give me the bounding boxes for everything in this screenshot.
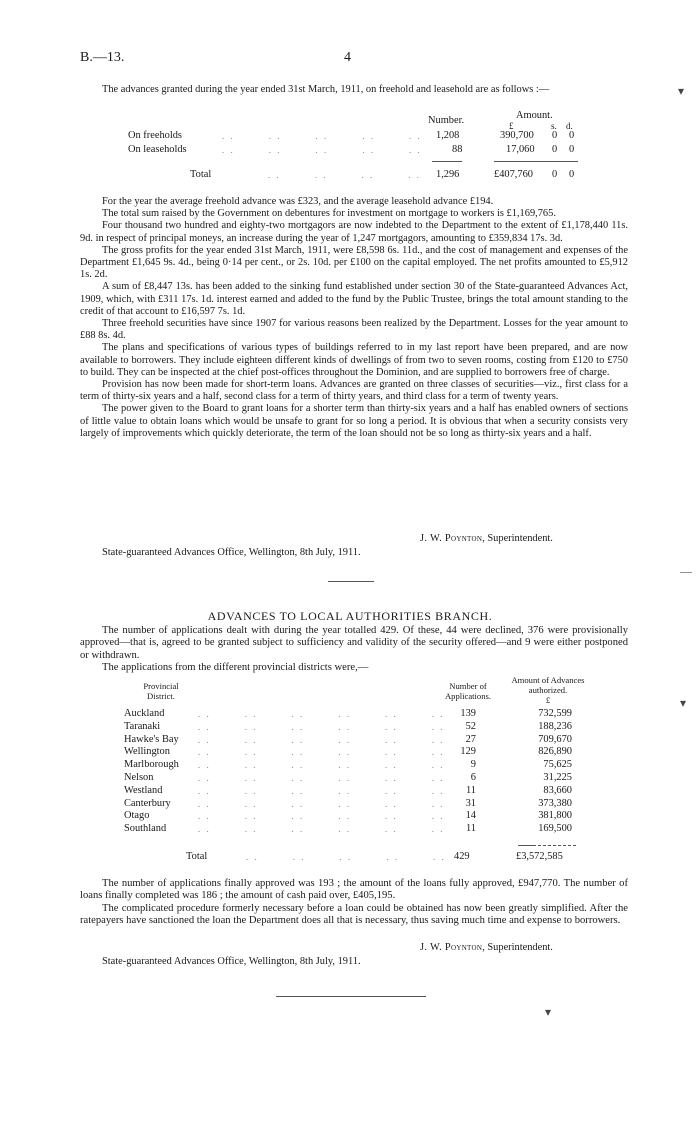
leader-dots: . . . . . . . . . . . . [198,734,445,745]
office-line: State-guaranteed Advances Office, Wellington, 8th July, 1911. [102,956,361,967]
signature [420,942,553,953]
district-applications: 6 [470,772,476,783]
margin-mark-icon: ▾ [678,84,685,98]
leader-dots: . . . . . . . . . . . . [198,785,445,796]
paragraph: The total sum raised by the Government on debentures for investment on mortgage to workers is £1,169,765. [102,208,556,220]
leader-dots: . . . . . . . . . . [222,145,422,155]
margin-mark-icon: ▾ [545,1005,552,1019]
district-name: Westland [124,784,163,796]
intro-paragraph: The advances granted during the year ended 31st March, 1911, on freehold and leasehold are as follows :— [102,84,550,95]
leader-dots: . . . . . . . . [268,170,421,180]
total-label: Total [190,169,212,180]
paragraph: For the year the average freehold advance was £323, and the average leasehold advance £194. [102,196,494,207]
sum-rule [432,161,462,162]
signature-name: J. W. Poynton [420,533,483,544]
row-shillings: 0 [552,144,558,155]
unit-pounds: £ [509,121,514,131]
paragraph: The power given to the Board to grant loans for a shorter term than thirty-six years and a half has enabled owners of sections of little value to obtain loans which would be unsafe to grant for so long a period. It is obvious that when a security consists very largely of improvements which quickly deteriorate, the term of the loan should not be so long as thirty-six years and a half. [80,403,628,439]
district-name: Nelson [124,772,154,783]
leader-dots: . . . . . . . . . . . . [198,747,445,758]
column-header-amount: Amount. [516,110,553,121]
district-name: Hawke's Bay [124,733,179,745]
district-applications: 31 [465,797,476,809]
leader-dots: . . . . . . . . . . . . [198,721,445,732]
row-number: 88 [452,144,463,155]
leader-dots: . . . . . . . . . . . . [198,709,445,719]
district-amount: 75,625 [543,759,572,771]
district-amount: 83,660 [543,784,572,796]
local-authorities-closing [80,878,628,928]
signature [420,533,553,544]
margin-mark-icon: — [680,564,692,578]
district-amount: 31,225 [543,772,572,783]
office-line: State-guaranteed Advances Office, Wellington, 8th July, 1911. [102,547,361,558]
total-number: 1,296 [436,169,460,180]
row-label: On leaseholds [128,144,187,155]
row-pence: 0 [569,144,575,155]
district-applications: 9 [470,759,476,771]
sum-rule [518,845,576,846]
district-name: Auckland [124,708,165,719]
leader-dots: . . . . . . . . . . . . [198,798,445,809]
section-divider [328,581,374,582]
column-header-number: Number. [428,115,465,126]
district-amount: 381,800 [538,810,572,822]
local-authorities-intro [80,625,628,674]
row-pounds: 17,060 [506,144,535,155]
row-pounds: 390,700 [500,130,534,141]
column-header-amount: Amount of Advances authorized. [511,675,585,695]
leader-dots: . . . . . . . . . . . . [198,811,445,822]
freehold-report-body [80,196,628,440]
paragraph: The applications from the different provincial districts were,— [102,661,369,673]
row-pence: 0 [569,130,575,141]
column-header-applications: Number of Applications. [444,681,492,701]
district-applications: 27 [465,733,476,745]
row-label: On freeholds [128,130,182,141]
total-shillings: 0 [552,169,558,180]
district-applications: 11 [465,823,476,835]
unit-pence: d. [566,121,573,131]
district-amount: 169,500 [538,823,572,835]
paragraph: The number of applications dealt with during the year totalled 429. Of these, 44 were declined, 376 were provisionally approved—that is, agreed to be granted subject to sufficiency and validity of the security offered—and 9 were either postponed or withdrawn. [80,625,628,661]
end-rule [276,996,426,997]
district-amount: 373,380 [538,797,572,809]
district-applications: 139 [460,708,476,719]
total-amount: £3,572,585 [516,851,563,862]
leader-dots: . . . . . . . . . . . . [198,760,445,771]
district-name: Wellington [124,746,170,758]
district-name: Canterbury [124,797,171,809]
signature-title: , Superintendent. [482,533,553,544]
signature-name: J. W. Poynton [420,942,483,953]
row-shillings: 0 [552,130,558,141]
paragraph: The complicated procedure formerly necessary before a loan could be obtained has now been greatly simplified. After the ratepayers have sanctioned the loan the Department does all that is necessary, thus saving much time and expense to borrowers. [80,902,628,927]
paragraph: Provision has now been made for short-term loans. Advances are granted on three classes of securities—viz., first class for a term of thirty-six years and a half, second class for a term of thirty years, and third class for a term of twenty years. [80,379,628,403]
district-applications: 52 [465,720,476,732]
paragraph: A sum of £8,447 13s. has been added to the sinking fund established under section 30 of the State-guaranteed Advances Act, 1909, which, with £311 17s. 1d. interest earned and added to the fund by the Public Trustee, brings the total amount standing to the credit of that account to £16,597 7s. 1d. [80,281,628,317]
district-amount: 826,890 [538,746,572,758]
district-name: Southland [124,823,167,835]
total-pounds: £407,760 [494,169,533,180]
total-applications: 429 [454,851,470,862]
leader-dots: . . . . . . . . . . . . [198,773,445,783]
page-number: 4 [344,50,351,65]
leader-dots: . . . . . . . . . . [246,852,446,862]
district-applications: 11 [465,784,476,796]
paragraph: Three freehold securities have since 1907 for various reasons been realized by the Department. Losses for the year amount to £88 8s. 4d. [80,318,628,342]
district-amount: 732,599 [538,708,572,719]
paragraph: The plans and specifications of various types of buildings referred to in my last report have been prepared, and are now available to borrowers. They include eighteen different kinds of dwellings of from two to seven rooms, costing from £120 to £750 to build. They can be inspected at the chief post-offices throughout the Dominion, and are supplied to borrowers free of charge. [80,342,628,378]
paragraph: The number of applications finally approved was 193 ; the amount of the loans fully approved, £947,770. The number of loans finally completed was 186 ; the amount of cash paid over, £405,195. [80,878,628,902]
district-amount: 188,236 [538,720,572,732]
leader-dots: . . . . . . . . . . [222,131,422,141]
signature-title: , Superintendent. [482,942,553,953]
district-applications: 14 [465,810,476,822]
section-title: ADVANCES TO LOCAL AUTHORITIES BRANCH. [207,609,493,623]
sum-rule [494,161,578,162]
margin-mark-icon: ▾ [680,696,687,710]
district-name: Taranaki [124,720,161,732]
total-pence: 0 [569,169,575,180]
unit-shillings: s. [551,121,557,131]
freehold-intro [80,84,628,96]
paragraph: Four thousand two hundred and eighty-two mortgagors are now indebted to the Department to the extent of £1,178,440 11s. 9d. in respect of principal moneys, an increase during the year of 1,247 mortgagors, amounting to £359,834 17s. 3d. [80,220,628,244]
column-header-district: Provincial District. [143,681,179,701]
document-reference: B.—13. [80,50,125,65]
row-number: 1,208 [436,130,460,141]
leader-dots: . . . . . . . . . . . . [198,824,445,835]
column-header-amount-unit: £ [545,695,551,705]
total-label: Total [186,851,208,862]
district-amount: 709,670 [538,733,572,745]
district-name: Marlborough [124,759,179,771]
district-applications: 129 [460,746,476,758]
district-name: Otago [124,810,150,822]
paragraph: The gross profits for the year ended 31st March, 1911, were £8,598 6s. 11d., and the cost of management and expenses of the Department £1,645 9s. 4d., being 0·14 per cent., or 2s. 10d. per £100 on the capital employed. The net profits amounted to £5,912 1s. 2d. [80,244,628,281]
